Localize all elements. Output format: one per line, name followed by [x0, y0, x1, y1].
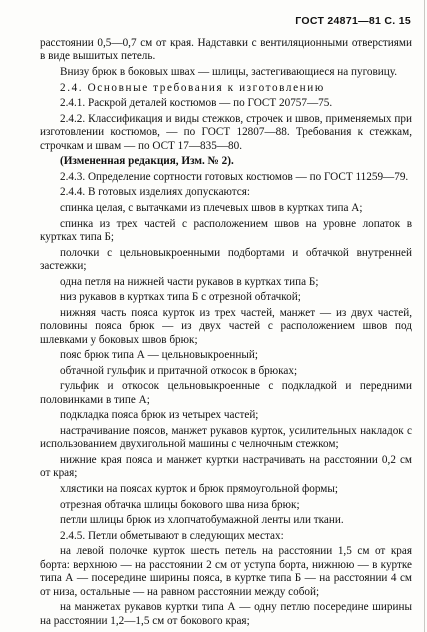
page-edge: [424, 0, 425, 632]
paragraph: на манжетах рукавов куртки типа А — одну петлю посередине ширины на расстоянии 1,2—1,5 см от бокового края;: [40, 601, 412, 627]
paragraph: подкладка пояса брюк из четырех частей;: [60, 409, 259, 422]
paragraph: нижняя часть пояса курток из трех частей, манжет — из двух частей, половины пояса брюк — из двух частей с расположением швов под шлевками у боковых швов брюк;: [40, 306, 412, 346]
page-header: ГОСТ 24871—81 С. 15: [295, 15, 411, 27]
paragraph: обтачной гульфик и притачной откосок в брюках;: [60, 364, 298, 377]
paragraph: (Измененная редакция, Изм. № 2).: [60, 155, 234, 168]
document-body: [40, 37, 412, 630]
paragraph: 2.4.1. Раскрой деталей костюмов — по ГОСТ 20757—75.: [60, 97, 333, 110]
paragraph: Внизу брюк в боковых швах — шлицы, застегивающиеся на пуговицу.: [60, 66, 398, 78]
paragraph: нижние края пояса и манжет куртки настрачивать на расстоянии 0,2 см от края;: [40, 453, 412, 480]
paragraph: настрачивание поясов, манжет рукавов курток, усилительных накладок с использованием двухигольной машины с челночным стежком;: [40, 424, 412, 451]
paragraph: 2.4.2. Классификация и виды стежков, строчек и швов, применяемых при изготовлении костюмов, — по ГОСТ 12807—88. Требования к стежкам, строчкам и швам — по ОСТ 17—835—80.: [40, 112, 412, 152]
paragraph: петли шлицы брюк из хлопчатобумажной ленты или ткани.: [60, 514, 344, 527]
paragraph: гульфик и откосок цельновыкроенные с подкладкой и передними половинками в типе А;: [40, 380, 412, 406]
paragraph: 2.4.5. Петли обметывают в следующих местах:: [60, 529, 284, 542]
paragraph: хлястики на поясах курток и брюк прямоугольной формы;: [60, 482, 338, 495]
paragraph: спинка из трех частей с расположением швов на уровне лопаток в куртках типа Б;: [40, 217, 412, 243]
paragraph: одна петля на нижней части рукавов в куртках типа Б;: [60, 275, 319, 288]
paragraph: 2.4.3. Определение сортности готовых костюмов — по ГОСТ 11259—79.: [60, 170, 409, 183]
paragraph: отрезная обтачка шлицы бокового шва низа брюк;: [60, 498, 300, 511]
paragraph: полочки с цельновыкроенными подбортами и обтачкой внутренней застежки;: [40, 246, 412, 272]
paragraph: 2.4. Основные требования к изготовлению: [60, 81, 325, 94]
paragraph: на левой полочке курток шесть петель на расстоянии 1,5 см от края борта: верхнюю — на расстоянии 2 см от уступа борта, нижнюю — в куртке типа А — посередине ширины пояса, в куртке типа Б — на расстоянии 4 см от низа, остальные — на равном расстоянии между собой;: [40, 545, 412, 598]
paragraph: 2.4.4. В готовых изделиях допускаются:: [60, 186, 250, 199]
paragraph: пояс брюк типа А — цельновыкроенный;: [60, 349, 258, 362]
paragraph: спинка целая, с вытачками из плечевых швов в куртках типа А;: [60, 201, 363, 214]
paragraph: расстоянии 0,5—0,7 см от края. Надставки с вентиляционными отверстиями в виде вышитых петель.: [40, 37, 412, 63]
paragraph: низ рукавов в куртках типа Б с отрезной обтачкой;: [60, 291, 301, 304]
